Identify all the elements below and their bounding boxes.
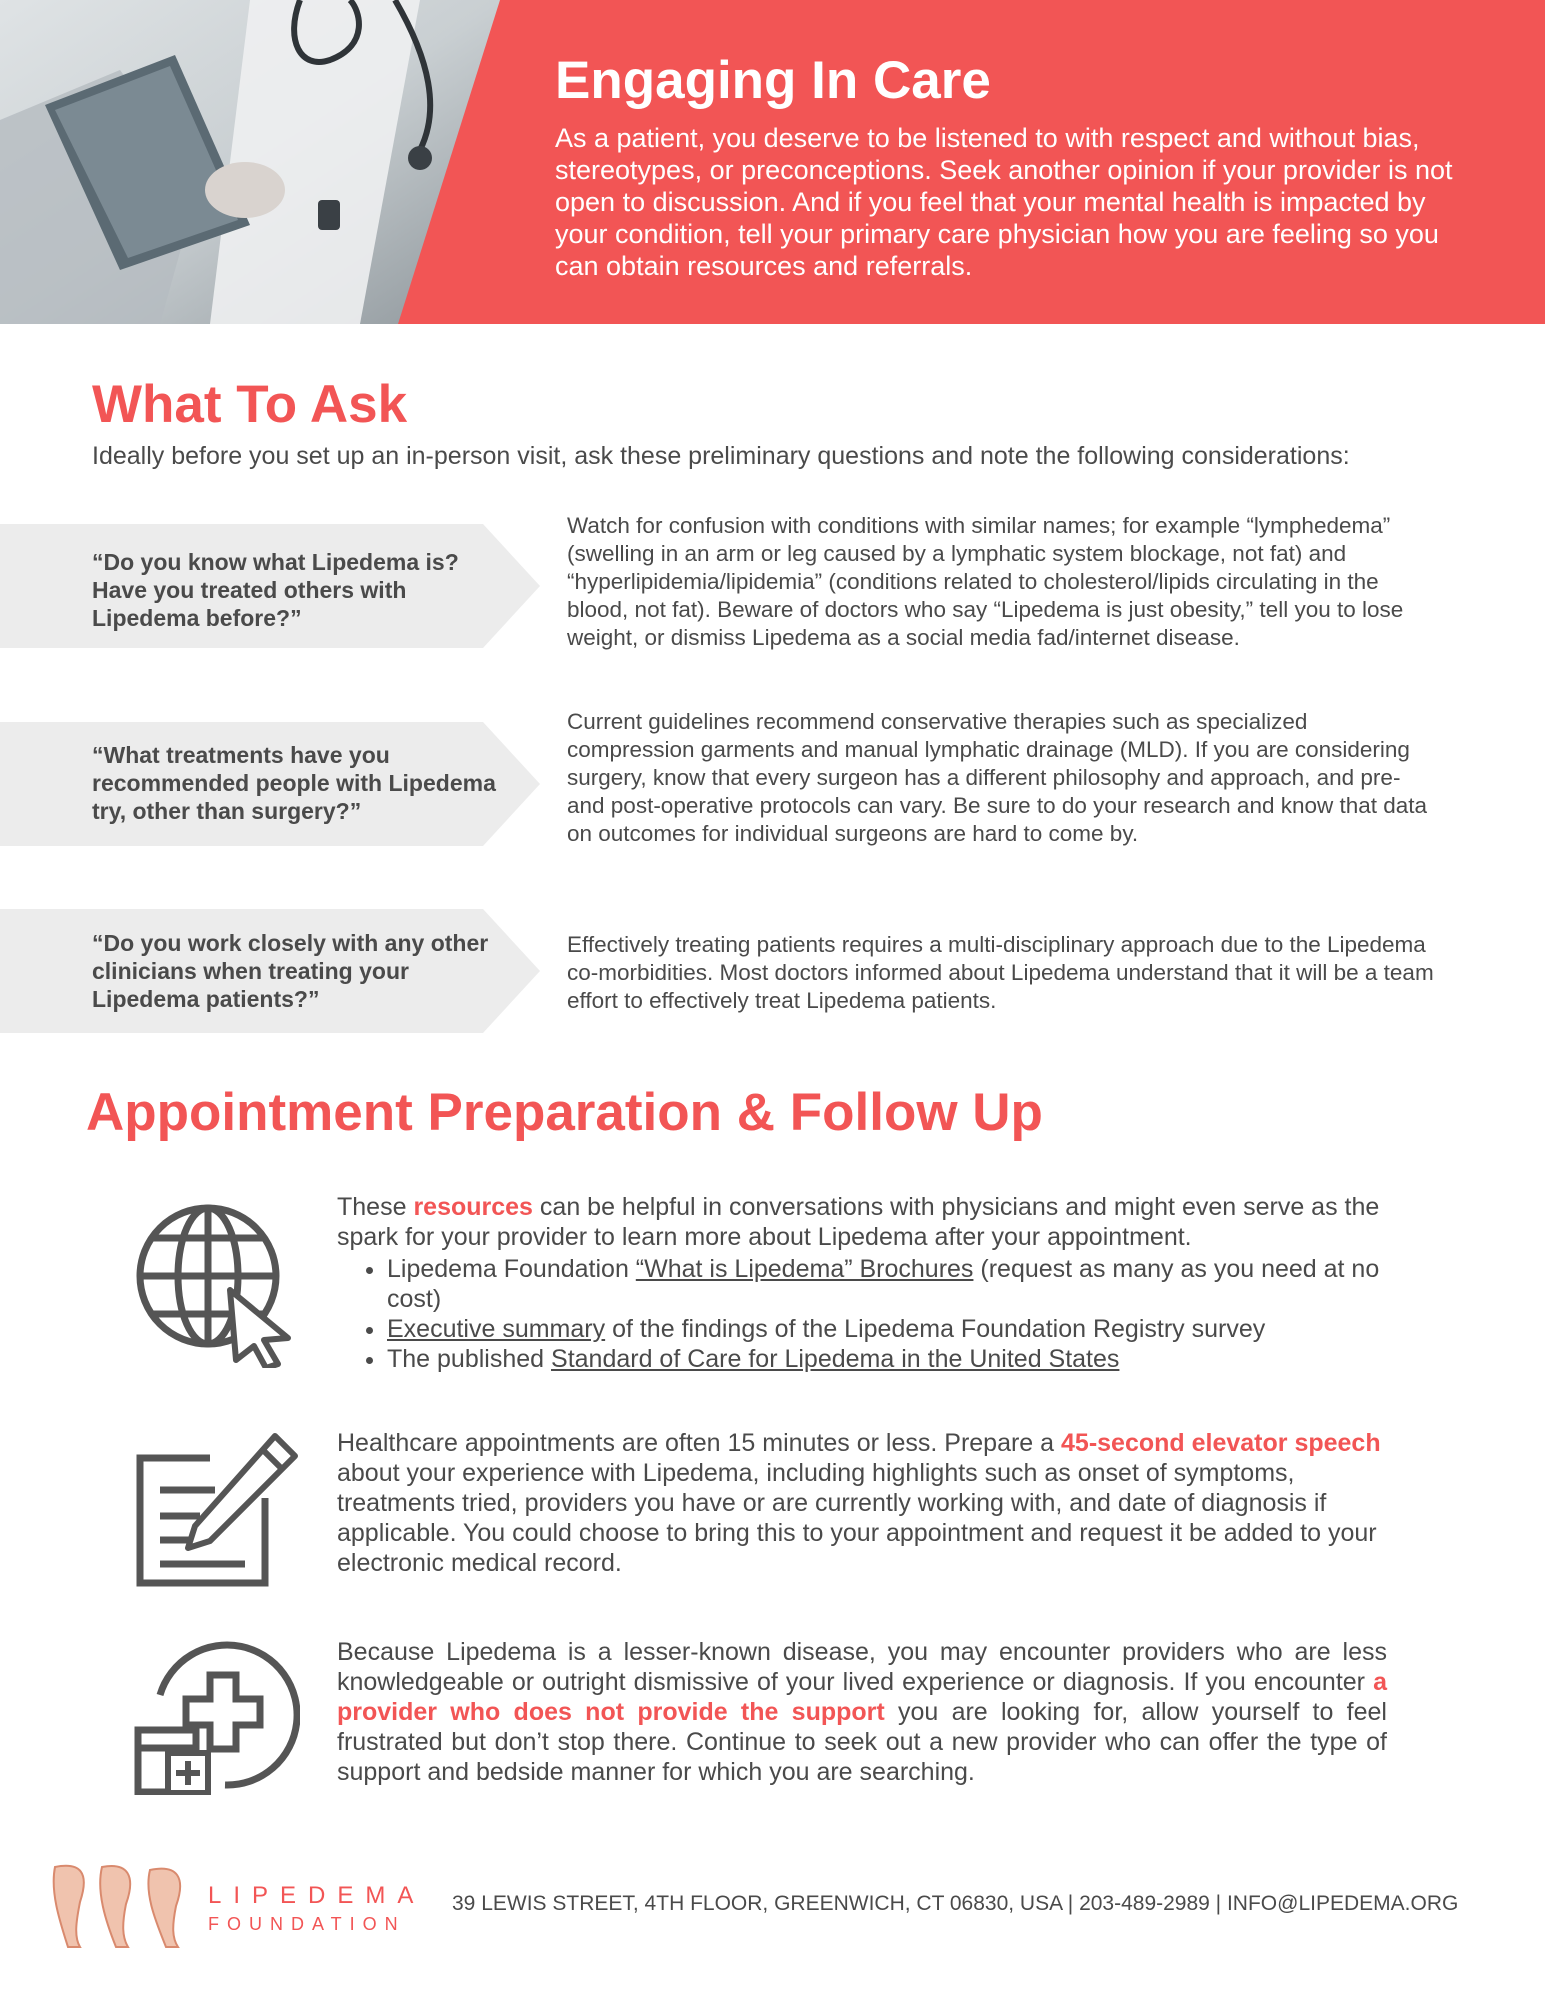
bullet-text: (request as many as you need at no cost) <box>387 1255 1380 1313</box>
what-to-ask-heading: What To Ask <box>92 375 408 434</box>
speech-lead: Healthcare appointments are often 15 minutes or less. Prepare a <box>337 1429 1062 1457</box>
resources-list <box>337 1254 1387 1374</box>
resources-lead: These <box>337 1193 414 1221</box>
appointment-heading: Appointment Preparation & Follow Up <box>86 1083 1043 1142</box>
support-highlight: a provider who does not provide the support <box>337 1668 1387 1726</box>
list-item <box>387 1314 1387 1344</box>
list-item <box>387 1254 1387 1314</box>
support-paragraph <box>337 1637 1387 1787</box>
globe-cursor-icon <box>130 1198 300 1368</box>
answer-text-3: Effectively treating patients requires a multi-disciplinary approach due to the Lipedema co-morbidities. Most doctors informed about Lipedema understand that it will be a team effort to effectively treat Lipedema patients. <box>567 932 1434 1013</box>
brand-subtitle: FOUNDATION <box>208 1914 406 1934</box>
footer-contact: 39 LEWIS STREET, 4TH FLOOR, GREENWICH, CT 06830, USA | 203-489-2989 | INFO@LIPEDEMA.ORG <box>452 1892 1459 1915</box>
lipedema-foundation-logo <box>50 1862 200 1952</box>
document-pencil-icon <box>130 1428 300 1588</box>
speech-highlight: 45-second elevator speech <box>1061 1429 1381 1457</box>
question-text-3: “Do you work closely with any other clinicians when treating your Lipedema patients?” <box>92 930 489 1012</box>
bullet-text: The published <box>387 1345 552 1373</box>
header-intro-text: As a patient, you deserve to be listened to with respect and without bias, stereotypes, or preconceptions. Seek another opinion if your provider is not open to discussion. And if you feel that your mental health is impacted by your condition, tell your primary care physician how you are feeling so you can obtain resources and referrals. <box>555 123 1453 281</box>
elevator-speech-paragraph <box>337 1428 1387 1578</box>
brand-name: LIPEDEMA <box>208 1882 426 1909</box>
resources-highlight: resources <box>413 1193 533 1221</box>
question-text-1: “Do you know what Lipedema is? Have you treated others with Lipedema before?” <box>92 549 459 631</box>
bullet-text: of the findings of the Lipedema Foundation Registry survey <box>605 1315 1266 1343</box>
what-to-ask-intro: Ideally before you set up an in-person visit, ask these preliminary questions and note the following considerations: <box>92 442 1350 470</box>
answer-text-1: Watch for confusion with conditions with similar names; for example “lymphedema” (swelling in an arm or leg caused by a lymphatic system blockage, not fat) and “hyperlipidemia/lipidemia” (conditions related to cholesterol/lipids circulating in the blood, not fat). Beware of doctors who say “Lipedema is just obesity,” tell you to lose weight, or dismiss Lipedema as a social media fad/internet disease. <box>567 513 1404 650</box>
bullet-text: Lipedema Foundation <box>387 1255 636 1283</box>
medical-cross-icon <box>130 1635 300 1795</box>
support-tail: you are looking for, allow yourself to feel frustrated but don’t stop there. Continue to seek out a new provider who can offer the type of support and bedside manner for which you are searching. <box>337 1698 1387 1786</box>
speech-tail: about your experience with Lipedema, including highlights such as onset of symptoms, treatments tried, providers you have or are currently working with, and date of diagnosis if applicable. You could choose to bring this to your appointment and request it be added to your electronic medical record. <box>337 1459 1377 1577</box>
question-text-2: “What treatments have you recommended people with Lipedema try, other than surgery?” <box>92 742 496 824</box>
answer-text-2: Current guidelines recommend conservative therapies such as specialized compression garments and manual lymphatic drainage (MLD). If you are considering surgery, know that every surgeon has a different philosophy and approach, and pre- and post-operative protocols can vary. Be sure to do your research and know that data on outcomes for individual surgeons are hard to come by. <box>567 709 1428 846</box>
list-item <box>387 1344 1387 1374</box>
page-title: Engaging In Care <box>555 51 991 110</box>
doctor-photo <box>0 0 500 324</box>
executive-summary-link[interactable]: Executive summary <box>387 1315 606 1343</box>
standard-of-care-link[interactable]: Standard of Care for Lipedema in the United States <box>551 1345 1120 1373</box>
support-lead: Because Lipedema is a lesser-known disease, you may encounter providers who are less knowledgeable or outright dismissive of your lived experience or diagnosis. If you encounter <box>337 1638 1387 1696</box>
resources-tail: can be helpful in conversations with physicians and might even serve as the spark for your provider to learn more about Lipedema after your appointment. <box>337 1193 1380 1251</box>
brochures-link[interactable]: “What is Lipedema” Brochures <box>635 1255 974 1283</box>
resources-paragraph <box>337 1192 1387 1374</box>
